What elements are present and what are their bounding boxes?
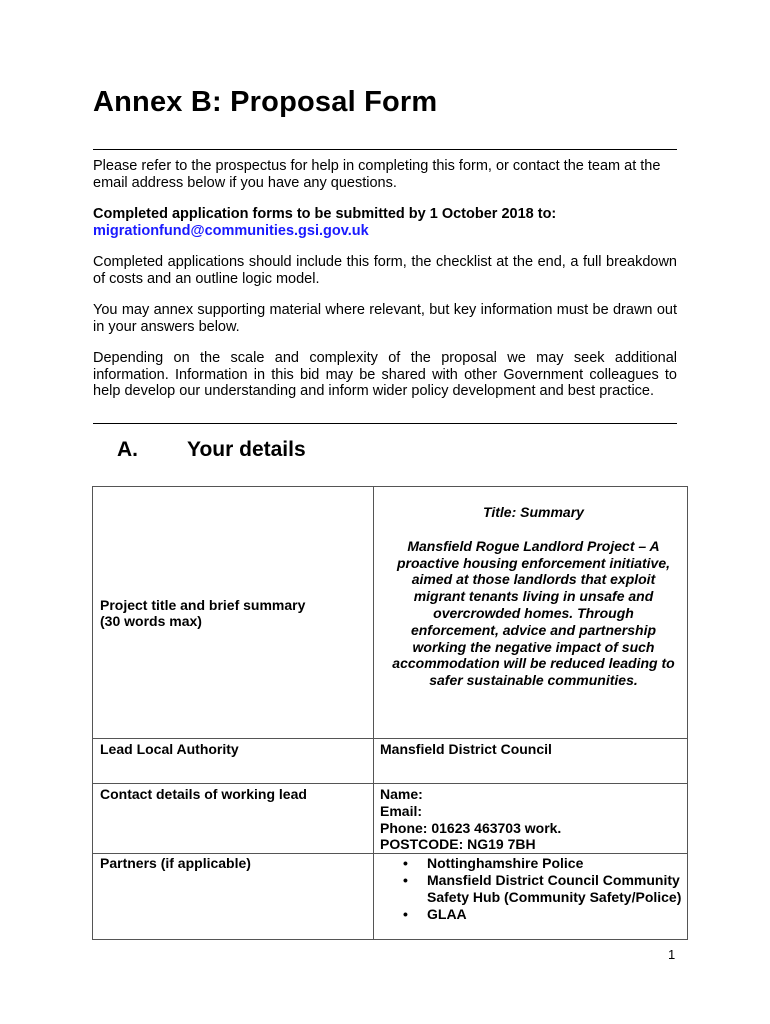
list-item: • GLAA [427, 906, 687, 923]
intro-paragraph-1: Please refer to the prospectus for help in completing this form, or contact the team at the email address below if you have any questions. [93, 158, 661, 191]
page-title: Annex B: Proposal Form [93, 86, 438, 118]
intro-paragraph-2 [93, 206, 677, 239]
contact-email: Email: [380, 802, 423, 819]
intro-paragraph-5: Depending on the scale and complexity of the proposal we may seek additional information. Information in this bid may be shared with other Government colleagues to help develop our understanding and inform wider policy development and best practice. [93, 350, 677, 399]
section-divider [93, 423, 677, 424]
partners-list [380, 855, 687, 922]
contact-email-link[interactable]: migrationfund@communities.gsi.gov.uk [93, 222, 369, 239]
summary-label-cell [93, 487, 374, 739]
table-row-contact [93, 784, 688, 854]
section-letter: A. [117, 438, 138, 461]
contact-phone: Phone: 01623 463703 work. [380, 819, 562, 836]
contact-name: Name: [380, 786, 423, 802]
table-row-partners [93, 854, 688, 940]
title-divider [93, 149, 677, 150]
section-heading [117, 438, 306, 462]
summary-title: Title: Summary [483, 504, 584, 520]
intro-text [93, 158, 677, 415]
table-row-summary [93, 487, 688, 739]
summary-label-line2: (30 words max) [100, 612, 202, 629]
partners-value-cell[interactable] [374, 854, 688, 940]
summary-value-cell[interactable] [374, 487, 688, 739]
summary-label-line1: Project title and brief summary [100, 596, 306, 613]
details-table [92, 486, 688, 940]
contact-postcode: POSTCODE: NG19 7BH [380, 836, 536, 853]
section-title: Your details [187, 438, 306, 461]
list-item: • Nottinghamshire Police [427, 855, 687, 872]
list-item: • Mansfield District Council Community Safety Hub (Community Safety/Police) [427, 872, 687, 906]
intro-paragraph-4: You may annex supporting material where relevant, but key information must be drawn out in your answers below. [93, 302, 677, 335]
summary-text: Mansfield Rogue Landlord Project – A proactive housing enforcement initiative, aimed at those landlords that exploit migrant tenants living in unsafe and overcrowded homes. Through enforcement, advice and partnership working the negative impact of such accommodation will be reduced leading to safer sustainable communities. [392, 537, 675, 689]
partners-label: Partners (if applicable) [93, 854, 374, 940]
lead-authority-label: Lead Local Authority [93, 739, 374, 784]
page-number: 1 [668, 947, 676, 962]
contact-value-cell[interactable] [374, 784, 688, 854]
table-row-lead-authority [93, 739, 688, 784]
intro-paragraph-3: Completed applications should include this form, the checklist at the end, a full breakdown of costs and an outline logic model. [93, 254, 677, 287]
contact-label: Contact details of working lead [93, 784, 374, 854]
lead-authority-value[interactable]: Mansfield District Council [374, 739, 688, 784]
submission-deadline: Completed application forms to be submitted by 1 October 2018 to: [93, 206, 557, 222]
